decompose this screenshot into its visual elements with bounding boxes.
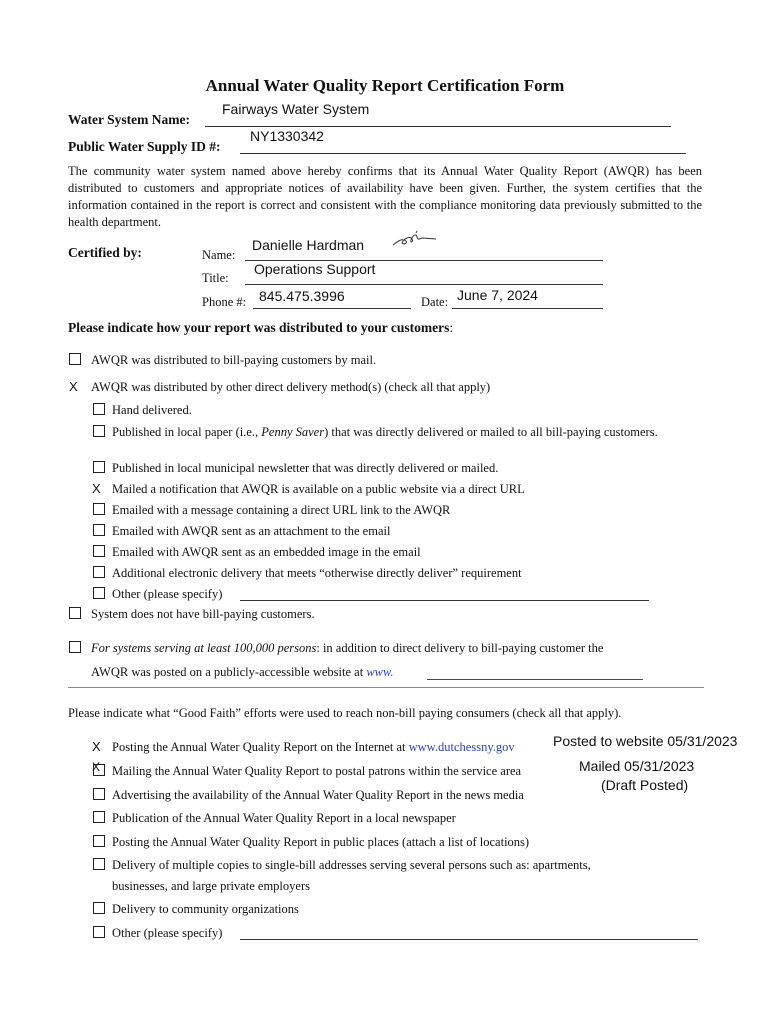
system-name-label: Water System Name: [68,112,190,127]
label-large-systems [91,641,702,656]
checkbox-other-direct[interactable] [93,587,105,599]
certified-by-label: Certified by: [68,245,142,260]
label-large-b: AWQR was posted on a publicly-accessible website at [91,665,367,679]
checkbox-public-places[interactable] [93,835,105,847]
label-internet-text: Posting the Annual Water Quality Report on the Internet at [112,740,409,754]
distribution-heading-suffix: : [449,320,454,335]
checkbox-hand[interactable] [93,403,105,415]
label-paper [112,425,702,440]
checkbox-newsletter[interactable] [93,461,105,473]
name-value[interactable]: Danielle Hardman [252,237,365,253]
checkbox-other-good-faith[interactable] [93,926,105,938]
label-mailing: Mailing the Annual Water Quality Report to postal patrons within the service area [112,764,522,778]
intro-paragraph: The community water system named above hereby confirms that its Annual Water Quality Report (AWQR) has been distributed to customers and appropriate notices of availability have been given. Further, the system certifies that the information contained in the report is correct and consistent with the compliance monitoring data previously submitted to the health department. [68,164,702,229]
title-value[interactable]: Operations Support [254,261,376,277]
good-faith-heading: Please indicate what “Good Faith” efforts were used to reach non-bill paying consumers (check all that apply). [68,706,622,720]
label-internet [112,740,515,755]
checkbox-community[interactable] [93,902,105,914]
checkmark-mailing[interactable]: X [92,760,101,774]
form-title: Annual Water Quality Report Certification Form [205,76,565,95]
pws-id-line [240,153,686,154]
checkbox-publication[interactable] [93,811,105,823]
checkmark-other-direct[interactable]: X [69,379,78,394]
checkbox-no-bill[interactable] [69,607,81,619]
large-url-line[interactable] [427,679,643,680]
large-www-link[interactable]: www. [366,665,394,679]
other-direct-line[interactable] [240,600,649,601]
label-newsletter: Published in local municipal newsletter that was directly delivered or mailed. [112,461,499,475]
label-paper-italic: Penny Saver [261,425,325,439]
pws-id-value[interactable]: NY1330342 [250,128,324,144]
label-publication: Publication of the Annual Water Quality Report in a local newspaper [112,811,456,825]
phone-label: Phone #: [202,295,247,309]
system-name-line [205,126,671,127]
distribution-heading [68,320,453,336]
label-large-systems-2 [91,665,394,680]
mailing-note-1[interactable]: Mailed 05/31/2023 [579,758,695,774]
title-label: Title: [202,271,229,285]
label-public-places: Posting the Annual Water Quality Report in public places (attach a list of locations) [112,835,530,849]
internet-note[interactable]: Posted to website 05/31/2023 [553,733,738,749]
label-electronic: Additional electronic delivery that meets “otherwise directly deliver” requirement [112,566,522,580]
date-value[interactable]: June 7, 2024 [457,287,538,303]
label-other-direct-specify: Other (please specify) [112,587,223,601]
checkbox-advertising[interactable] [93,788,105,800]
other-good-faith-line[interactable] [240,939,698,940]
pws-id-label: Public Water Supply ID #: [68,139,221,154]
name-label: Name: [202,248,236,262]
label-other-good-faith: Other (please specify) [112,926,223,940]
label-community: Delivery to community organizations [112,902,299,916]
checkmark-notification[interactable]: X [92,481,101,496]
label-email-attach: Emailed with AWQR sent as an attachment to the email [112,524,391,538]
label-email-url: Emailed with a message containing a direct URL link to the AWQR [112,503,451,517]
checkbox-multiple-copies[interactable] [93,858,105,870]
label-advertising: Advertising the availability of the Annual Water Quality Report in the news media [112,788,524,802]
date-label: Date: [421,295,449,309]
system-name-value[interactable]: Fairways Water System [222,101,370,117]
label-email-image: Emailed with AWQR sent as an embedded image in the email [112,545,421,559]
label-mail: AWQR was distributed to bill-paying customers by mail. [91,353,377,367]
checkbox-email-attach[interactable] [93,524,105,536]
mailing-note-2[interactable]: (Draft Posted) [601,777,689,793]
internet-url-link[interactable]: www.dutchessny.gov [408,740,515,754]
label-notification: Mailed a notification that AWQR is available on a public website via a direct URL [112,482,525,496]
phone-value[interactable]: 845.475.3996 [259,288,345,304]
date-line [452,308,603,309]
checkmark-internet[interactable]: X [92,739,101,754]
label-large-a: : in addition to direct delivery to bill-paying customer the [316,641,604,655]
label-large-italic: For systems serving at least 100,000 persons [91,641,317,655]
checkbox-electronic[interactable] [93,566,105,578]
signature [390,229,440,251]
checkbox-email-url[interactable] [93,503,105,515]
checkbox-email-image[interactable] [93,545,105,557]
label-paper-b: ) that was directly delivered or mailed to all bill-paying customers. [324,425,658,439]
checkbox-paper[interactable] [93,425,105,437]
distribution-heading-text: Please indicate how your report was distributed to your customers [68,320,450,335]
checkbox-large-systems[interactable] [69,641,81,653]
label-multiple-copies: Delivery of multiple copies to single-bill addresses serving several persons such as: apartments, [112,858,591,872]
label-other-direct: AWQR was distributed by other direct delivery method(s) (check all that apply) [91,380,491,394]
checkbox-mail[interactable] [69,353,81,365]
label-no-bill: System does not have bill-paying customers. [91,607,315,621]
label-multiple-copies-2: businesses, and large private employers [112,879,310,893]
label-paper-a: Published in local paper (i.e., [112,425,262,439]
phone-line [253,308,411,309]
section-divider [68,687,704,688]
title-line [245,284,603,285]
label-hand: Hand delivered. [112,403,192,417]
